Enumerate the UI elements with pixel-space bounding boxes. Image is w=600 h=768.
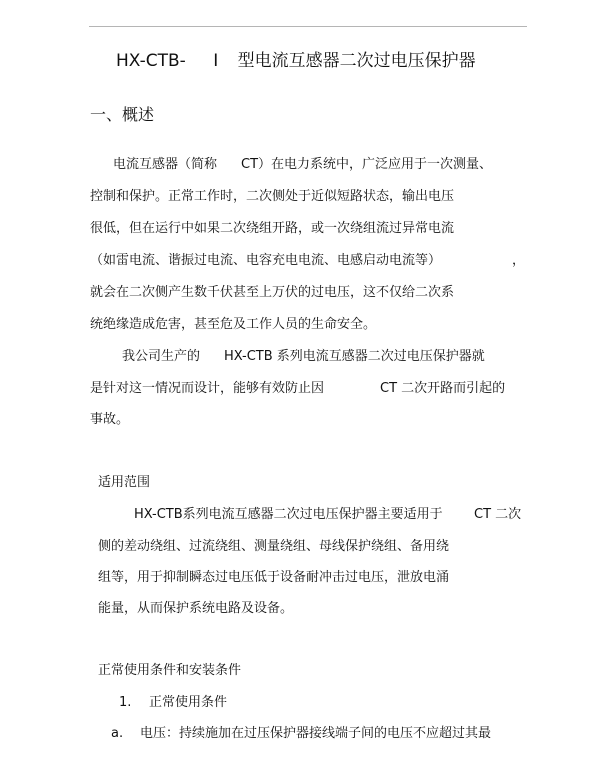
title-description: 型电流互感器二次过电压保护器 bbox=[237, 51, 476, 71]
overview-p1-line3: 很低，但在运行中如果二次绕组开路，或一次绕组流过异常电流 bbox=[90, 221, 455, 236]
header-rule bbox=[89, 26, 527, 27]
section-heading-overview: 一、概述 bbox=[90, 105, 155, 124]
scope-line3: 组等，用于抑制瞬态过电压低于设备耐冲击过电压，泄放电涌 bbox=[98, 570, 450, 585]
scope-line2: 侧的差动绕组、过流绕组、测量绕组、母线保护绕组、备用绕 bbox=[98, 539, 450, 554]
overview-p1-line4-a: （如雷电流、谐振过电流、电容充电电流、电感启动电流等） bbox=[90, 253, 442, 268]
overview-p1-line4-b: ， bbox=[512, 253, 526, 268]
overview-p1-line1-a: 电流互感器（简称 bbox=[113, 157, 218, 172]
overview-p2-line1-a: 我公司生产的 bbox=[122, 349, 201, 364]
section-heading-conditions: 正常使用条件和安装条件 bbox=[98, 663, 242, 678]
overview-p2-line2-b: CT 二次开路而引起的 bbox=[380, 381, 506, 396]
scope-line1-a: HX-CTB系列电流互感器二次过电压保护器主要适用于 bbox=[134, 507, 443, 522]
overview-p2-line1-b: HX-CTB 系列电流互感器二次过电压保护器就 bbox=[224, 349, 485, 364]
overview-p1-line5: 就会在二次侧产生数千伏甚至上万伏的过电压，这不仅给二次系 bbox=[90, 285, 455, 300]
overview-p1-line6: 统绝缘造成危害，甚至危及工作人员的生命安全。 bbox=[90, 317, 377, 332]
title-roman-numeral: Ⅰ bbox=[213, 51, 219, 71]
overview-p2-line2-a: 是针对这一情况而设计，能够有效防止因 bbox=[90, 381, 325, 396]
scope-line1-b: CT 二次 bbox=[474, 507, 522, 522]
conditions-item-a-text: 电压：持续施加在过压保护器接线端子间的电压不应超过其最 bbox=[140, 726, 492, 741]
conditions-item1-label: 正常使用条件 bbox=[149, 695, 228, 710]
scope-line4: 能量，从而保护系统电路及设备。 bbox=[98, 601, 294, 616]
overview-p1-line2: 控制和保护。正常工作时，二次侧处于近似短路状态，输出电压 bbox=[90, 189, 455, 204]
overview-p1-line1-b: CT）在电力系统中，广泛应用于一次测量、 bbox=[241, 157, 493, 172]
title-model: HX-CTB- bbox=[116, 51, 186, 71]
document-title bbox=[116, 50, 476, 72]
section-heading-scope: 适用范围 bbox=[98, 475, 151, 490]
conditions-item1-number: 1. bbox=[119, 695, 132, 710]
overview-p2-line3: 事故。 bbox=[90, 412, 130, 427]
conditions-item-a-marker: a. bbox=[111, 726, 124, 741]
